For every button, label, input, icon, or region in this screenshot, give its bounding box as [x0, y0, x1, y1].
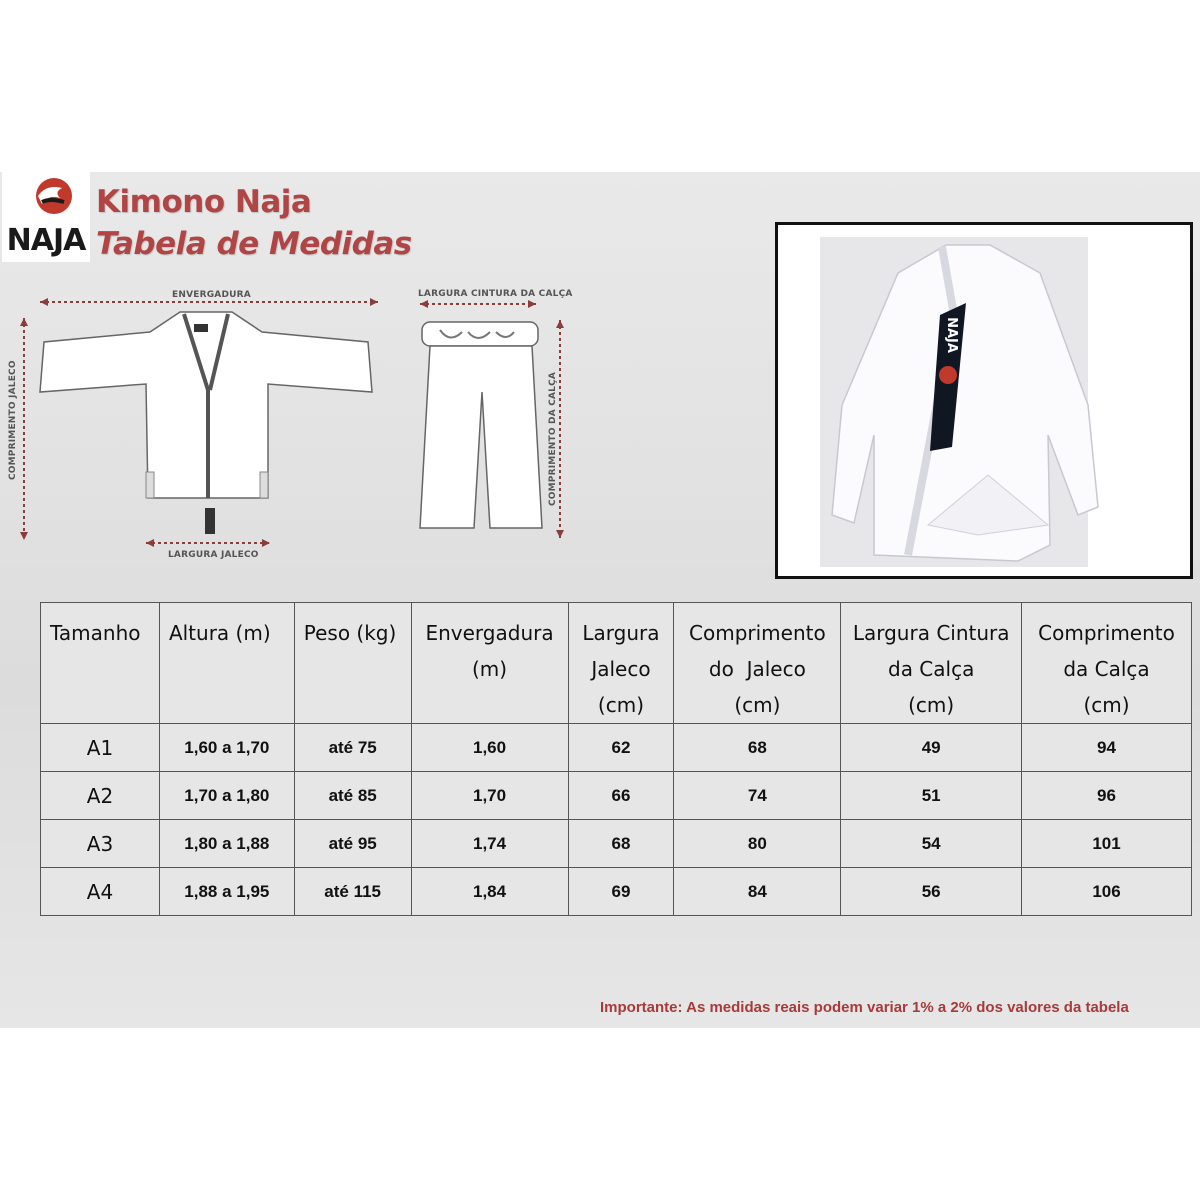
table-row	[41, 772, 1192, 820]
cell-comprimento-jaleco: 68	[674, 724, 841, 772]
page-subtitle: Tabela de Medidas	[96, 226, 412, 262]
page-title: Kimono Naja	[96, 184, 312, 220]
logo-text: NAJA	[6, 223, 86, 258]
cell-largura-cintura-calca: 49	[841, 724, 1022, 772]
cell-peso: até 85	[294, 772, 411, 820]
cell-largura-jaleco: 68	[568, 820, 674, 868]
cell-envergadura: 1,70	[411, 772, 568, 820]
kimono-photo-image	[778, 225, 1190, 576]
cell-envergadura: 1,84	[411, 868, 568, 916]
cell-altura: 1,88 a 1,95	[159, 868, 294, 916]
largura-cintura-calca-label: LARGURA CINTURA DA CALÇA	[418, 289, 573, 299]
cell-comprimento-calca: 96	[1022, 772, 1192, 820]
cell-largura-cintura-calca: 56	[841, 868, 1022, 916]
cell-peso: até 75	[294, 724, 411, 772]
cell-largura-jaleco: 66	[568, 772, 674, 820]
table-header-row	[41, 603, 1192, 724]
naja-logo	[2, 172, 90, 262]
cell-largura-cintura-calca: 51	[841, 772, 1022, 820]
table-row	[41, 820, 1192, 868]
cell-tamanho: A4	[41, 868, 160, 916]
cell-comprimento-calca: 94	[1022, 724, 1192, 772]
header-largura-jaleco: Largura Jaleco (cm)	[568, 603, 674, 724]
kimono-diagram-graphic	[0, 280, 580, 570]
comprimento-jaleco-label: COMPRIMENTO JALECO	[8, 360, 18, 480]
cell-peso: até 95	[294, 820, 411, 868]
cell-tamanho: A2	[41, 772, 160, 820]
cell-comprimento-jaleco: 80	[674, 820, 841, 868]
header-largura-cintura-calca: Largura Cintura da Calça (cm)	[841, 603, 1022, 724]
header-altura: Altura (m)	[159, 603, 294, 724]
header-peso: Peso (kg)	[294, 603, 411, 724]
envergadura-label: ENVERGADURA	[172, 290, 251, 300]
disclaimer-note: Importante: As medidas reais podem variar 1% a 2% dos valores da tabela	[600, 999, 1129, 1016]
cell-comprimento-jaleco: 84	[674, 868, 841, 916]
header-envergadura: Envergadura (m)	[411, 603, 568, 724]
cell-largura-jaleco: 62	[568, 724, 674, 772]
belt-text: NAJA	[944, 317, 959, 353]
cell-largura-jaleco: 69	[568, 868, 674, 916]
table-row	[41, 724, 1192, 772]
naja-logo-icon	[2, 172, 90, 262]
largura-jaleco-label: LARGURA JALECO	[168, 550, 259, 560]
cell-altura: 1,70 a 1,80	[159, 772, 294, 820]
cell-altura: 1,80 a 1,88	[159, 820, 294, 868]
cell-comprimento-jaleco: 74	[674, 772, 841, 820]
header-comprimento-jaleco: Comprimento do Jaleco (cm)	[674, 603, 841, 724]
kimono-photo	[775, 222, 1193, 579]
cell-envergadura: 1,74	[411, 820, 568, 868]
cell-comprimento-calca: 106	[1022, 868, 1192, 916]
cell-largura-cintura-calca: 54	[841, 820, 1022, 868]
cell-comprimento-calca: 101	[1022, 820, 1192, 868]
table-row	[41, 868, 1192, 916]
cell-envergadura: 1,60	[411, 724, 568, 772]
cell-tamanho: A3	[41, 820, 160, 868]
size-table	[40, 602, 1192, 916]
header-tamanho: Tamanho	[41, 603, 160, 724]
cell-altura: 1,60 a 1,70	[159, 724, 294, 772]
cell-peso: até 115	[294, 868, 411, 916]
header-comprimento-calca: Comprimento da Calça (cm)	[1022, 603, 1192, 724]
comprimento-calca-label: COMPRIMENTO DA CALÇA	[548, 371, 558, 506]
measurement-diagram	[0, 280, 580, 570]
cell-tamanho: A1	[41, 724, 160, 772]
